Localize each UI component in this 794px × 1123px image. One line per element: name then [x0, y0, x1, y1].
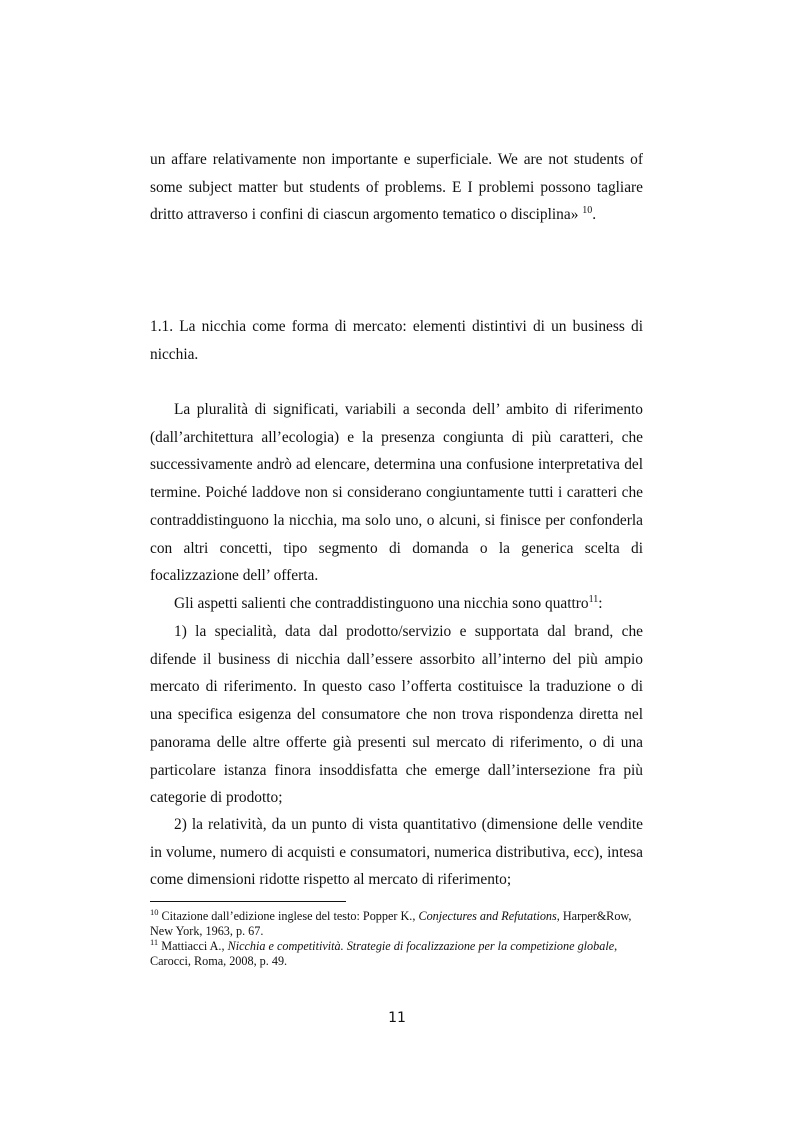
footnote-10-post: , Harper&Row, New York, 1963, p. 67.	[150, 909, 632, 938]
aspects-tail: :	[598, 595, 603, 612]
continuation-text: un affare relativamente non importante e superficiale. We are not students of some subject matter but students of problems. E I problemi possono tagliare dritto attraverso i confini di ciascun argomento tematico o disciplina»	[150, 151, 643, 224]
section-heading: 1.1. La nicchia come forma di mercato: elementi distintivi di un business di nicchia.	[150, 318, 643, 363]
paragraph-plurality: La pluralità di significati, variabili a seconda dell’ ambito di riferimento (dall’architettura all’ecologia) e la presenza congiunta di più caratteri, che successivamente andrò ad elencare, determina una confusione interpretativa del termine. Poiché laddove non si considerano congiuntamente tutti i caratteri che contraddistinguono la nicchia, ma solo uno, o alcuni, si finisce per confonderla con altri concetti, tipo segmento di domanda o la generica scelta di focalizzazione dell’ offerta.	[150, 401, 643, 585]
footnote-10-number: 10	[150, 906, 159, 917]
page-number: 11	[388, 1010, 406, 1026]
continuation-tail: .	[592, 206, 597, 224]
footnote-11-title: Nicchia e competitività. Strategie di focalizzazione per la competizione globale	[227, 939, 615, 953]
footnote-10-title: Conjectures and Refutations	[418, 909, 557, 923]
list-item-specialita: 1) la specialità, data dal prodotto/servizio e supportata dal brand, che difende il business di nicchia dall’essere assorbito all’interno del più ampio mercato di riferimento. In questo caso l’offerta costituisce la traduzione o di una specifica esigenza del consumatore che non trova rispondenza diretta nel panorama delle altre offerte già presenti sul mercato di riferimento, o di una particolare istanza finora insoddisfatta che emerge dall’intersezione fra più categorie di prodotto;	[150, 623, 643, 807]
list-item-relativita: 2) la relatività, da un punto di vista quantitativo (dimensione delle vendite in volume, numero di acquisti e consumatori, numerica distributiva, ecc), intesa come dimensioni ridotte rispetto al mercato di riferimento;	[150, 816, 643, 889]
footnote-ref-11[interactable]: 11	[588, 593, 599, 605]
paragraph-aspects	[150, 590, 643, 618]
footnote-11	[150, 936, 643, 969]
footnote-11-post: , Carocci, Roma, 2008, p. 49.	[150, 939, 618, 968]
footnote-11-number: 11	[150, 936, 159, 947]
footnote-10	[150, 906, 643, 939]
aspects-text: Gli aspetti salienti che contraddistinguono una nicchia sono quattro	[174, 595, 589, 612]
footnote-ref-10[interactable]: 10	[582, 205, 593, 217]
footnote-11-pre: Mattiacci A.,	[158, 939, 228, 953]
footnote-10-pre: Citazione dall’edizione inglese del testo: Popper K.,	[158, 909, 419, 923]
continuation-paragraph	[150, 146, 643, 229]
footnote-separator	[150, 901, 346, 902]
